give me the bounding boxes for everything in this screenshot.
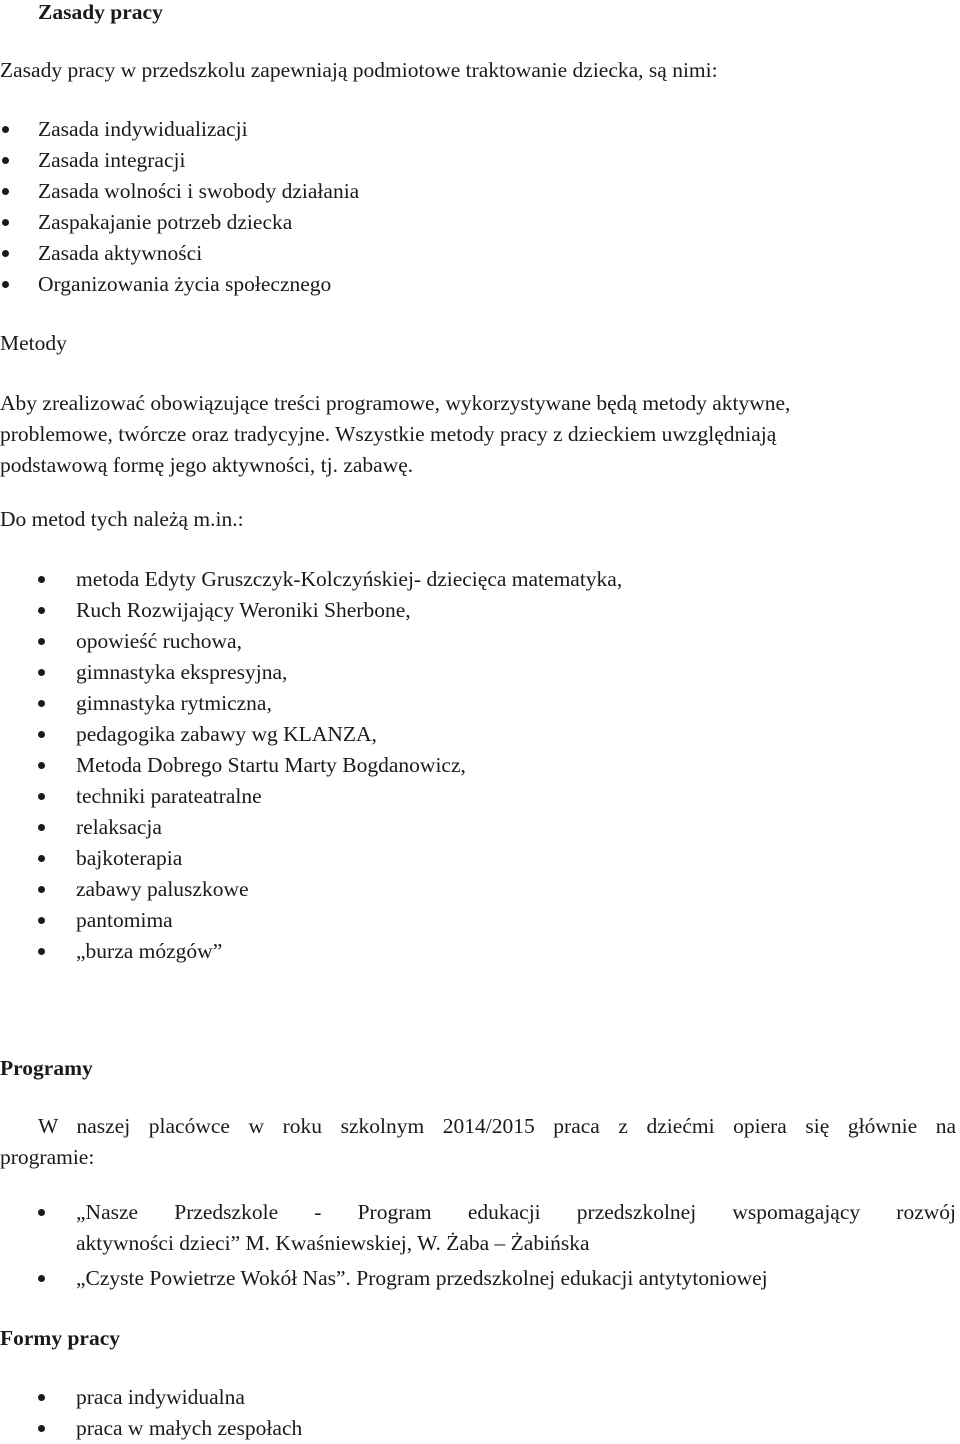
metody-paragraph-line: podstawową formę jego aktywności, tj. zabawę.: [0, 453, 414, 477]
list-item: relaksacja: [0, 812, 940, 843]
metody-paragraph-line: Aby zrealizować obowiązujące treści programowe, wykorzystywane będą metody aktywne,: [0, 391, 791, 415]
list-item: Zasada aktywności: [0, 238, 940, 269]
zasady-intro: Zasady pracy w przedszkolu zapewniają podmiotowe traktowanie dziecka, są nimi:: [0, 58, 718, 82]
list-item: Zasada indywidualizacji: [0, 114, 940, 145]
list-item: zabawy paluszkowe: [0, 874, 940, 905]
heading-formy-pracy: Formy pracy: [0, 1326, 121, 1350]
metody-paragraph: [0, 388, 940, 481]
list-item: Organizowania życia społecznego: [0, 269, 940, 300]
list-item: opowieść ruchowa,: [0, 626, 940, 657]
programy-paragraph-line: W naszej placówce w roku szkolnym 2014/2015 praca z dziećmi opiera się głównie na: [38, 1114, 956, 1138]
metody-paragraph-line: problemowe, twórcze oraz tradycyjne. Wszystkie metody pracy z dzieckiem uwzględniają: [0, 422, 777, 446]
list-item: pedagogika zabawy wg KLANZA,: [0, 719, 940, 750]
formy-list: [0, 1382, 940, 1444]
list-item: techniki parateatralne: [0, 781, 940, 812]
programy-paragraph: [0, 1111, 956, 1173]
metody-list-intro: Do metod tych należą m.in.:: [0, 507, 244, 531]
list-item: Zaspakajanie potrzeb dziecka: [0, 207, 940, 238]
zasady-list: [0, 114, 940, 300]
list-item: pantomima: [0, 905, 940, 936]
list-item: Metoda Dobrego Startu Marty Bogdanowicz,: [0, 750, 940, 781]
list-item: „burza mózgów”: [0, 936, 940, 967]
heading-zasady-pracy: Zasady pracy: [38, 0, 163, 24]
list-item: „Czyste Powietrze Wokół Nas”. Program przedszkolnej edukacji antytytoniowej: [0, 1263, 956, 1294]
list-item: Ruch Rozwijający Weroniki Sherbone,: [0, 595, 940, 626]
list-item: bajkoterapia: [0, 843, 940, 874]
list-item: metoda Edyty Gruszczyk-Kolczyńskiej- dziecięca matematyka,: [0, 564, 940, 595]
programy-list: [0, 1197, 956, 1294]
heading-programy: Programy: [0, 1056, 93, 1080]
heading-metody: Metody: [0, 331, 67, 355]
list-item: Zasada wolności i swobody działania: [0, 176, 940, 207]
programy-paragraph-line: programie:: [0, 1145, 95, 1169]
list-item: gimnastyka rytmiczna,: [0, 688, 940, 719]
list-item: Zasada integracji: [0, 145, 940, 176]
list-item: praca indywidualna: [0, 1382, 940, 1413]
program-item-line: aktywności dzieci” M. Kwaśniewskiej, W. Żaba – Żabińska: [76, 1231, 590, 1255]
list-item: praca w małych zespołach: [0, 1413, 940, 1444]
program-item-line: „Nasze Przedszkole - Program edukacji przedszkolnej wspomagający rozwój: [76, 1200, 956, 1224]
metody-list: [0, 564, 940, 967]
list-item: gimnastyka ekspresyjna,: [0, 657, 940, 688]
list-item: [0, 1197, 956, 1259]
